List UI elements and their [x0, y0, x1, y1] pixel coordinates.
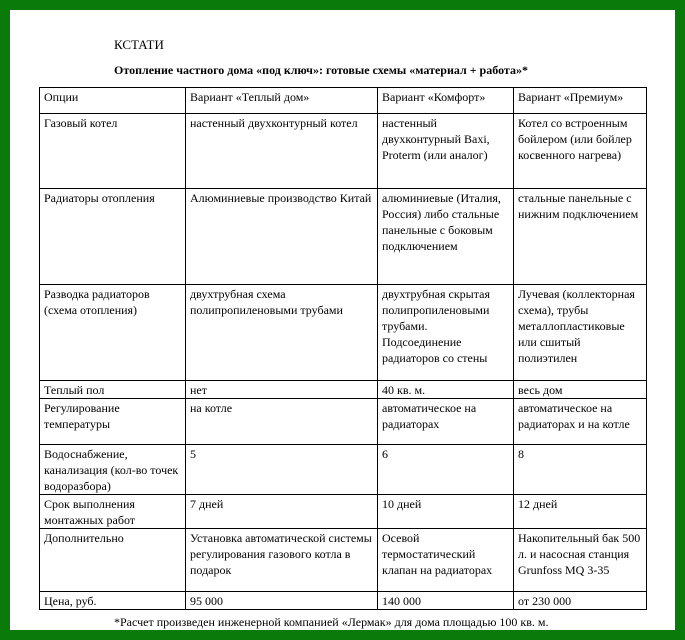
cell-warm-house: 95 000 — [186, 592, 378, 610]
row-label: Теплый пол — [40, 381, 186, 399]
row-label: Дополнительно — [40, 529, 186, 592]
table-row — [40, 529, 647, 592]
cell-warm-house: нет — [186, 381, 378, 399]
row-label: Срок выполнения монтажных работ — [40, 495, 186, 529]
header-cell-comfort: Вариант «Комфорт» — [378, 88, 514, 114]
cell-comfort: 40 кв. м. — [378, 381, 514, 399]
cell-premium: автоматическое на радиаторах и на котле — [514, 399, 647, 445]
cell-warm-house: на котле — [186, 399, 378, 445]
row-label: Цена, руб. — [40, 592, 186, 610]
cell-premium: от 230 000 — [514, 592, 647, 610]
table-row — [40, 399, 647, 445]
table-row — [40, 114, 647, 189]
header-cell-premium: Вариант «Премиум» — [514, 88, 647, 114]
table-row — [40, 592, 647, 610]
cell-comfort: автоматическое на радиаторах — [378, 399, 514, 445]
footnote: *Расчет произведен инженерной компанией «Лермак» для дома площадью 100 кв. м. — [114, 615, 549, 629]
cell-premium: Лучевая (коллекторная схема), трубы металлопластиковые или сшитый полиэтилен — [514, 285, 647, 381]
section-heading: КСТАТИ — [114, 37, 164, 52]
cell-comfort: Осевой термостатический клапан на радиаторах — [378, 529, 514, 592]
document-title: Отопление частного дома «под ключ»: готовые схемы «материал + работа»* — [114, 63, 528, 77]
table-row — [40, 381, 647, 399]
header-cell-options: Опции — [40, 88, 186, 114]
table-header-row — [40, 88, 647, 114]
cell-premium: Котел со встроенным бойлером (или бойлер косвенного нагрева) — [514, 114, 647, 189]
cell-comfort: 10 дней — [378, 495, 514, 529]
cell-premium: 8 — [514, 445, 647, 495]
cell-premium: стальные панельные с нижним подключением — [514, 189, 647, 285]
cell-warm-house: Алюминиевые производство Китай — [186, 189, 378, 285]
table-row — [40, 495, 647, 529]
cell-warm-house: Установка автоматической системы регулирования газового котла в подарок — [186, 529, 378, 592]
cell-comfort: 140 000 — [378, 592, 514, 610]
row-label: Разводка радиаторов (схема отопления) — [40, 285, 186, 381]
table-row — [40, 189, 647, 285]
cell-comfort: 6 — [378, 445, 514, 495]
heating-options-table — [39, 87, 647, 610]
cell-comfort: настенный двухконтурный Baxi, Proterm (или аналог) — [378, 114, 514, 189]
cell-warm-house: 5 — [186, 445, 378, 495]
table-row — [40, 285, 647, 381]
row-label: Газовый котел — [40, 114, 186, 189]
cell-comfort: алюминиевые (Италия, Россия) либо стальные панельные с боковым подключением — [378, 189, 514, 285]
cell-warm-house: двухтрубная схема полипропиленовыми трубами — [186, 285, 378, 381]
cell-warm-house: настенный двухконтурный котел — [186, 114, 378, 189]
cell-warm-house: 7 дней — [186, 495, 378, 529]
table-row — [40, 445, 647, 495]
row-label: Регулирование температуры — [40, 399, 186, 445]
cell-premium: Накопительный бак 500 л. и насосная станция Grunfoss MQ 3-35 — [514, 529, 647, 592]
row-label: Радиаторы отопления — [40, 189, 186, 285]
row-label: Водоснабжение, канализация (кол-во точек водоразбора) — [40, 445, 186, 495]
cell-comfort: двухтрубная скрытая полипропиленовыми трубами. Подсоединение радиаторов со стены — [378, 285, 514, 381]
cell-premium: весь дом — [514, 381, 647, 399]
header-cell-warm-house: Вариант «Теплый дом» — [186, 88, 378, 114]
cell-premium: 12 дней — [514, 495, 647, 529]
